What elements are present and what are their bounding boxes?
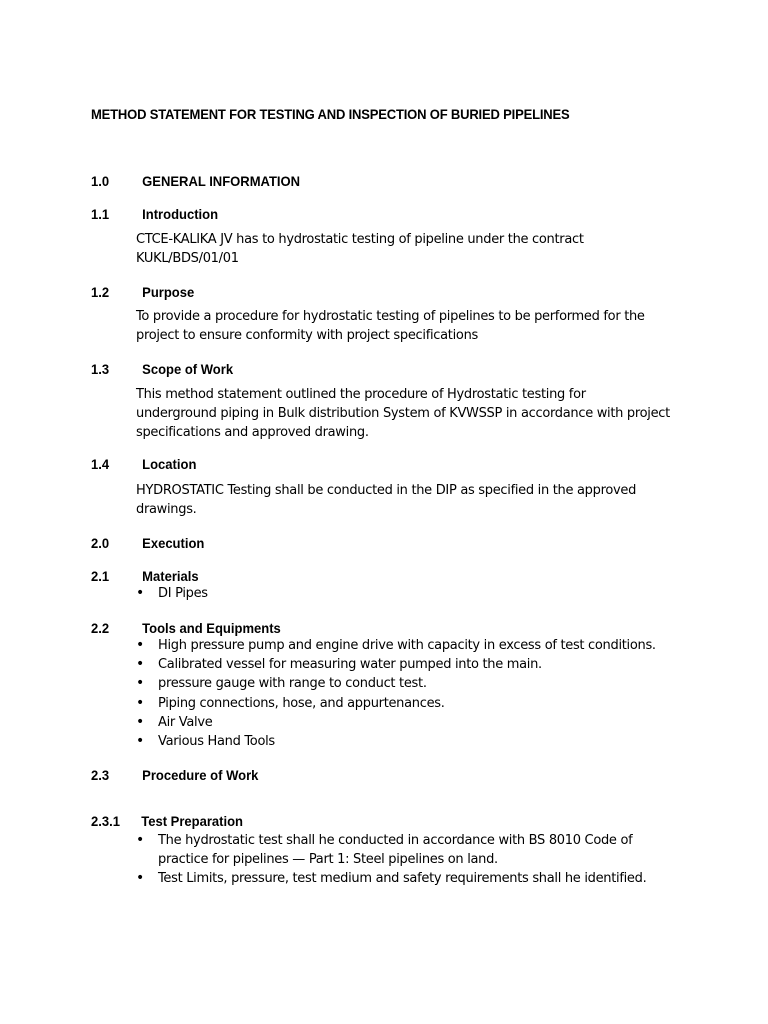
section-title: Procedure of Work [142,767,259,783]
paragraph-line: This method statement outlined the procedure of Hydrostatic testing for [136,387,586,402]
test-preparation-list [136,831,646,889]
section-number: 2.2 [91,620,110,636]
list-item: • Test Limits, pressure, test medium and safety requirements shall he identified. [136,869,646,888]
list-item-line: practice for pipelines — Part 1: Steel pipelines on land. [158,852,498,868]
scope-paragraph [136,385,696,442]
list-item: • DI Pipes [136,584,208,603]
section-number: 1.2 [91,284,110,300]
section-title: Scope of Work [142,361,234,377]
section-number: 1.0 [91,173,110,189]
section-1-1-heading [91,206,218,224]
section-1-4-heading [91,456,196,474]
section-2-3-1-heading [91,813,243,831]
section-number: 1.1 [91,206,110,222]
tools-list [136,636,656,751]
section-number: 1.3 [91,361,110,377]
paragraph-line: underground piping in Bulk distribution System of KVWSSP in accordance with project [136,406,670,421]
list-item: • Calibrated vessel for measuring water pumped into the main. [136,655,656,674]
section-title: Tools and Equipments [142,620,281,636]
introduction-paragraph [136,230,696,268]
paragraph-line: KUKL/BDS/01/01 [136,251,239,266]
section-title: Materials [142,568,199,584]
paragraph-line: HYDROSTATIC Testing shall be conducted in the DIP as specified in the approved [136,483,637,498]
paragraph-line: specifications and approved drawing. [136,425,369,440]
section-1-0-heading [91,173,300,191]
section-number: 2.3.1 [91,813,120,829]
section-title: Location [142,456,197,472]
section-title: Purpose [142,284,195,300]
section-number: 2.1 [91,568,110,584]
list-item: • Piping connections, hose, and appurtenances. [136,694,656,713]
section-number: 1.4 [91,456,110,472]
paragraph-line: CTCE-KALIKA JV has to hydrostatic testing of pipeline under the contract [136,232,584,247]
list-item: • Air Valve [136,713,656,732]
purpose-paragraph [136,307,696,345]
materials-list [136,584,208,603]
document-title: METHOD STATEMENT FOR TESTING AND INSPECTION OF BURIED PIPELINES [91,106,570,122]
paragraph-line: To provide a procedure for hydrostatic testing of pipelines to be performed for the [136,309,645,324]
section-number: 2.0 [91,535,110,551]
section-title: Execution [142,535,205,551]
section-title: Test Preparation [141,813,243,829]
location-paragraph [136,481,696,519]
section-2-0-heading [91,535,204,553]
section-number: 2.3 [91,767,110,783]
section-1-3-heading [91,361,233,379]
section-title: GENERAL INFORMATION [142,173,301,189]
list-item [136,831,646,869]
section-2-3-heading [91,767,258,785]
list-item: • pressure gauge with range to conduct test. [136,674,656,693]
section-title: Introduction [142,206,219,222]
list-item: • Various Hand Tools [136,732,656,751]
paragraph-line: project to ensure conformity with project specifications [136,328,478,343]
list-item: • High pressure pump and engine drive with capacity in excess of test conditions. [136,636,656,655]
paragraph-line: drawings. [136,502,197,517]
list-item-line: • The hydrostatic test shall he conducted in accordance with BS 8010 Code of [158,833,633,848]
section-1-2-heading [91,284,194,302]
